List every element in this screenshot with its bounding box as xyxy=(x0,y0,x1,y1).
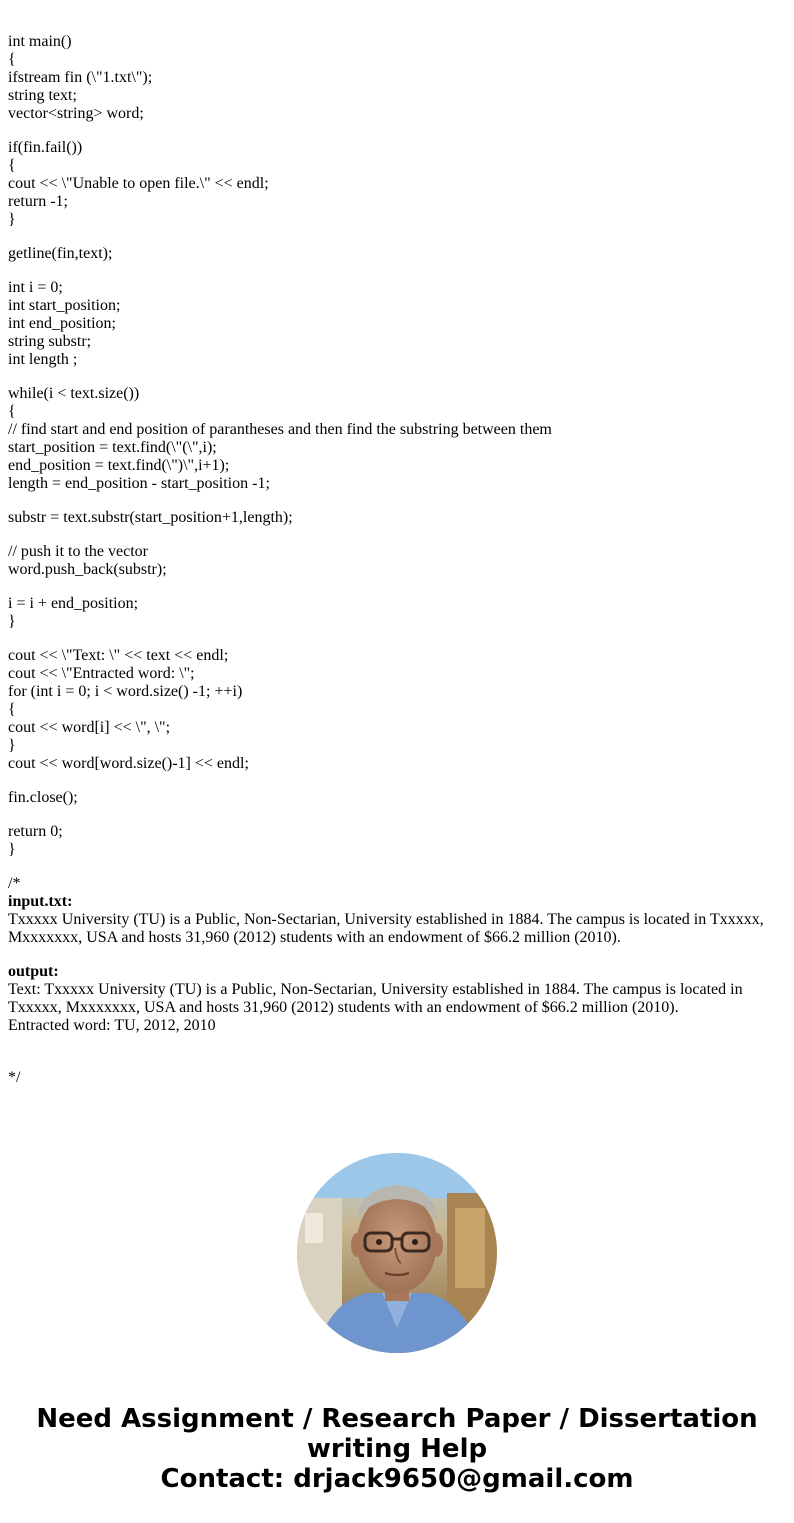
code-line: ifstream fin (\"1.txt\"); xyxy=(8,69,153,86)
code-line: getline(fin,text); xyxy=(8,245,113,262)
code-line: string substr; xyxy=(8,333,92,350)
output-label: output: xyxy=(8,963,59,980)
spacer xyxy=(8,1035,786,1069)
blank-line xyxy=(8,123,786,139)
input-label: input.txt: xyxy=(8,893,73,910)
comment-open: /* xyxy=(8,875,21,892)
code-line: } xyxy=(8,841,16,858)
blank-line xyxy=(8,369,786,385)
blank-line xyxy=(8,631,786,647)
code-line: return 0; xyxy=(8,823,63,840)
code-line: int length ; xyxy=(8,351,78,368)
banner-contact: Contact: drjack9650@gmail.com xyxy=(160,1464,634,1494)
code-line: cout << \"Entracted word: \"; xyxy=(8,665,195,682)
blank-line xyxy=(8,527,786,543)
code-line: int main() xyxy=(8,33,72,50)
code-line: length = end_position - start_position -1; xyxy=(8,475,270,492)
code-line: end_position = text.find(\")\",i+1); xyxy=(8,457,230,474)
code-line: string text; xyxy=(8,87,77,104)
output-text: Text: Txxxxx University (TU) is a Public, Non-Sectarian, University established in 1884. The campus is located in Txxxxx, Mxxxxxxx, USA and hosts 31,960 (2012) students with an endowment of $66.2 million (2010). xyxy=(8,981,743,1016)
code-line: } xyxy=(8,737,16,754)
banner-line-1: Need Assignment / Research Paper / Dissertation xyxy=(36,1404,758,1434)
code-block xyxy=(8,33,786,859)
code-line: substr = text.substr(start_position+1,length); xyxy=(8,509,293,526)
code-line: cout << word[i] << \", \"; xyxy=(8,719,171,736)
blank-line xyxy=(8,263,786,279)
code-line: cout << \"Unable to open file.\" << endl; xyxy=(8,175,269,192)
blank-line xyxy=(8,579,786,595)
banner-line-2: writing Help xyxy=(306,1434,488,1464)
code-line: if(fin.fail()) xyxy=(8,139,83,156)
code-line: start_position = text.find(\"(\",i); xyxy=(8,439,217,456)
person-photo-icon xyxy=(297,1153,497,1353)
comment-close: */ xyxy=(8,1069,21,1086)
code-line: while(i < text.size()) xyxy=(8,385,140,402)
code-line: int i = 0; xyxy=(8,279,63,296)
spacer xyxy=(8,947,786,963)
blank-line xyxy=(8,493,786,509)
output-extracted: Entracted word: TU, 2012, 2010 xyxy=(8,1017,216,1034)
blank-line xyxy=(8,773,786,789)
code-line: fin.close(); xyxy=(8,789,78,806)
code-line: // find start and end position of parantheses and then find the substring between them xyxy=(8,421,552,438)
code-line: word.push_back(substr); xyxy=(8,561,167,578)
input-text: Txxxxx University (TU) is a Public, Non-Sectarian, University established in 1884. The campus is located in Txxxxx, Mxxxxxxx, USA and hosts 31,960 (2012) students with an endowment of $66.2 million (2010). xyxy=(8,911,764,946)
code-line: } xyxy=(8,211,16,228)
code-line: } xyxy=(8,613,16,630)
code-line: cout << word[word.size()-1] << endl; xyxy=(8,755,249,772)
code-line: return -1; xyxy=(8,193,68,210)
code-line: { xyxy=(8,403,16,420)
blank-line xyxy=(8,229,786,245)
author-avatar xyxy=(297,1153,497,1353)
code-line: // push it to the vector xyxy=(8,543,148,560)
code-line: int start_position; xyxy=(8,297,121,314)
code-listing xyxy=(8,33,786,1087)
code-line: { xyxy=(8,701,16,718)
code-line: int end_position; xyxy=(8,315,116,332)
code-line: i = i + end_position; xyxy=(8,595,139,612)
code-line: { xyxy=(8,157,16,174)
spacer xyxy=(8,859,786,875)
code-line: { xyxy=(8,51,16,68)
code-line: vector<string> word; xyxy=(8,105,144,122)
code-line: cout << \"Text: \" << text << endl; xyxy=(8,647,229,664)
contact-banner xyxy=(0,1404,794,1494)
code-line: for (int i = 0; i < word.size() -1; ++i) xyxy=(8,683,243,700)
blank-line xyxy=(8,807,786,823)
